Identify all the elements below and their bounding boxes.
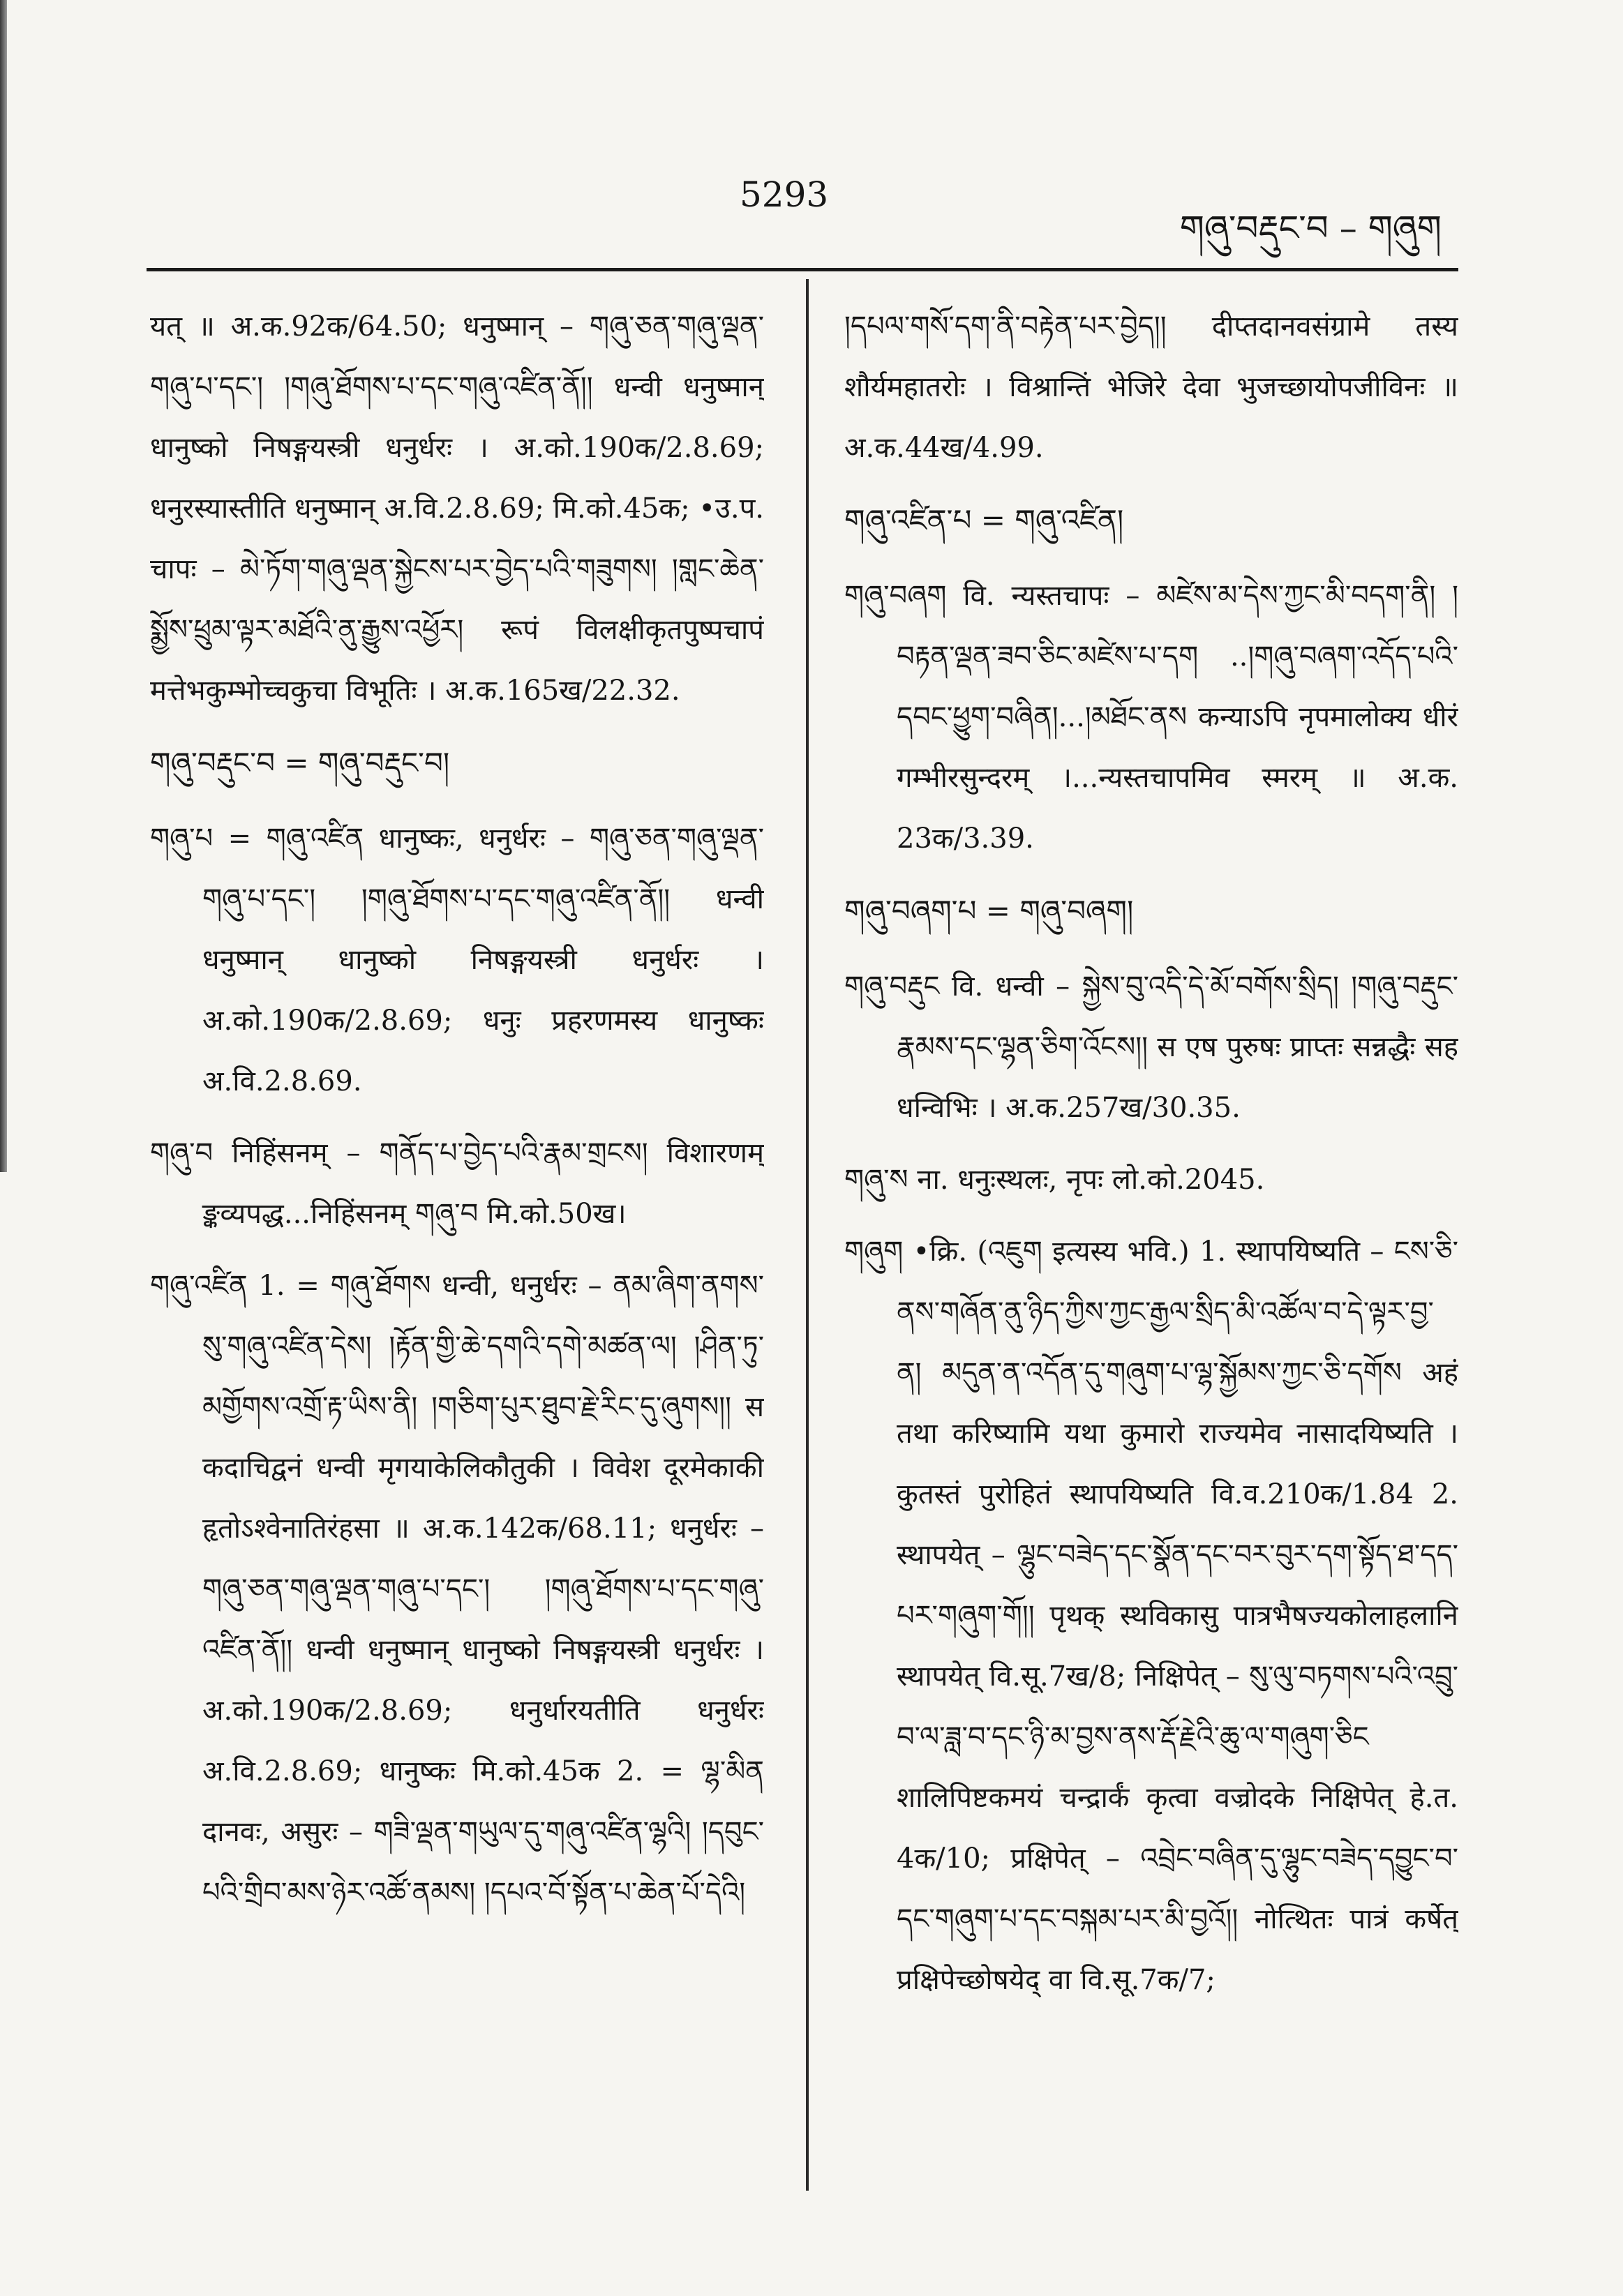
cross-reference-entry: གཞུ་འཛིན་པ = གཞུ་འཛིན། — [844, 503, 1124, 537]
dictionary-entry: གཞུ་བརྡུང वि. धन्वी – སྐྱེས་བུ་འདི་དེ་མོ་བགོས་སྲིད། །གཞུ་བརྡུང་རྣམས་དང་ལྷན་ཅིག་འོངས།། स एष पुरुषः प्राप्तः सन्नद्धैः सह धन्विभिः । अ.क.257ख/30.35. — [844, 970, 1458, 1124]
dictionary-entry: གཞུ་བཞག वि. न्यस्तचापः – མཛེས་མ་དེས་ཀྱང་མི་བདག་ནི། །བརྟན་ལྡན་ཟབ་ཅིང་མཛེས་པ་དག ..།གཞུ་བཞག་འདོད་པའི་དབང་ཕྱུག་བཞིན།...།མཐོང་ནས कन्याऽपि नृपमालोक्य धीरं गम्भीरसुन्दरम् ।...न्यस्तचापमिव स्मरम् ॥ अ.क. 23क/3.39. — [844, 580, 1458, 855]
dictionary-entry: གཞུ་བ निहिंसनम् – གནོད་པ་བྱེད་པའི་རྣམ་གྲངས། विशारणम् ङ्कव्यपद्ध...निहिंसनम् གཞུ་བ मि.को.50ख। — [150, 1137, 764, 1230]
dictionary-entry: གཞུག •क्रि. (འཇུག इत्यस्य भवि.) 1. स्थापयिष्यति – ངས་ཅི་ནས་གཞོན་ནུ་ཉིད་ཀྱིས་ཀྱང་རྒྱལ་སྲིད་མི་འཚོལ་བ་དེ་ལྟར་བྱ་ན། མདུན་ན་འདོན་དུ་གཞུག་པ་ལྷ་སྐྱོམས་ཀྱང་ཅི་དགོས अहं तथा करिष्यामि यथा कुमारो राज्यमेव नासादयिष्यति । कुतस्तं पुरोहितं स्थापयिष्यति वि.व.210क/1.84 2. स्थापयेत् – ལྷུང་བཟེད་དང་སྣོན་དང་བར་བུར་དག་སྟོད་ཐ་དད་པར་གཞུག་གོ།། पृथक् स्थविकासु पात्रभैषज्यकोलाहलानि स्थापयेत् वि.सू.7ख/8; निक्षिपेत् – སུ་ལུ་བཏགས་པའི་འབྲུ་བ་ལ་ཟླ་བ་དང་ཉི་མ་བྱས་ནས་རྡོ་རྗེའི་ཆུ་ལ་གཞུག་ཅིང शालिपिष्टकमयं चन्द्रार्कं कृत्वा वज्रोदके निक्षिपेत् हे.त. 4क/10; प्रक्षिपेत् – འབྲེང་བཞིན་དུ་ལྷུང་བཟེད་དབྱུང་བ་དང་གཞུག་པ་དང་བསྐམ་པར་མི་བྱའོ།། नोत्थितः पात्रं कर्षेत् प्रक्षिपेच्छोषयेद् वा वि.सू.7क/7; — [844, 1236, 1458, 1996]
dictionary-entry: །དཔལ་གསོ་དག་ནི་བརྟེན་པར་བྱེད།། दीप्तदानवसंग्रामे तस्य शौर्यमहातरोः । विश्रान्तिं भेजिरे देवा भुजच्छायोपजीविनः ॥ अ.क.44ख/4.99. — [844, 310, 1458, 464]
dictionary-entry: གཞུ་ས ना. धनुःस्थलः, नृपः लो.को.2045. — [844, 1164, 1265, 1196]
right-column — [844, 297, 1458, 2208]
cross-reference-entry: གཞུ་བཞག་པ = གཞུ་བཞག། — [844, 894, 1134, 928]
column-divider — [806, 279, 809, 2191]
dictionary-entry: གཞུ་འཛིན 1. = གཞུ་ཐོགས धन्वी, धनुर्धरः – ནམ་ཞིག་ནགས་སུ་གཞུ་འཛིན་དེས། །རྟོན་གྱི་ཆེ་དགའི་དགེ་མཚན་ལ། །ཤིན་ཏུ་མགྱོགས་འགྲོ་རྟ་ཡིས་ནི། །གཅིག་པུར་ཐུབ་རྗེ་རིང་དུ་ཞུགས།། स कदाचिद्वनं धन्वी मृगयाकेलिकौतुकी । विवेश दूरमेकाकी हृतोऽश्वेनातिरंहसा ॥ अ.क.142क/68.11; धनुर्धरः – གཞུ་ཅན་གཞུ་ལྡན་གཞུ་པ་དང་། །གཞུ་ཐོགས་པ་དང་གཞུ་འཛིན་ནོ།། धन्वी धनुष्मान् धानुष्को निषङ्गयस्त्री धनुर्धरः । अ.को.190क/2.8.69; धनुर्धारयतीति धनुर्धरः अ.वि.2.8.69; धानुष्कः मि.को.45क 2. = ལྷ་མིན दानवः, असुरः – གཟི་ལྡན་གཡུལ་དུ་གཞུ་འཛིན་ལྷའི། །དབུང་པའི་གྲིབ་མས་ཉེར་འཚོ་ནམས། །དཔའ་བོ་སྟོན་པ་ཆེན་པོ་དེའི། — [150, 1270, 764, 1909]
dictionary-entry: यत् ॥ अ.क.92क/64.50; धनुष्मान् – གཞུ་ཅན་གཞུ་ལྡན་གཞུ་པ་དང་། །གཞུ་ཐོགས་པ་དང་གཞུ་འཛིན་ནོ།། धन्वी धनुष्मान् धानुष्को निषङ्गयस्त्री धनुर्धरः । अ.को.190क/2.8.69; धनुरस्यास्तीति धनुष्मान् अ.वि.2.8.69; मि.को.45क; •उ.प. चापः – མེ་ཏོག་གཞུ་ལྡན་སྐྱེངས་པར་བྱེད་པའི་གཟུགས། །གླང་ཆེན་སྨྱོས་ཕྲུམ་ལྟར་མཐོའི་ནུ་རྒྱུས་འཕྱོར། रूपं विलक्षीकृतपुष्पचापं मत्तेभकुम्भोच्चकुचा विभूतिः । अ.क.165ख/22.32. — [150, 310, 764, 707]
page-number: 5293 — [740, 174, 829, 215]
header-rule — [147, 268, 1458, 271]
scan-binding-shadow — [0, 0, 7, 1172]
left-column — [150, 297, 764, 2194]
running-head: གཞུ་བརྡུང་བ – གཞུག — [1179, 208, 1442, 248]
dictionary-entry: གཞུ་པ = གཞུ་འཛིན धानुष्कः, धनुर्धरः – གཞུ་ཅན་གཞུ་ལྡན་གཞུ་པ་དང་། །གཞུ་ཐོགས་པ་དང་གཞུ་འཛིན་ནོ།། धन्वी धनुष्मान् धानुष्को निषङ्गयस्त्री धनुर्धरः । अ.को.190क/2.8.69; धनुः प्रहरणमस्य धानुष्कः अ.वि.2.8.69. — [150, 823, 764, 1097]
cross-reference-entry: གཞུ་བརྡུང་བ = གཞུ་བརྡུང་བ། — [150, 746, 450, 780]
